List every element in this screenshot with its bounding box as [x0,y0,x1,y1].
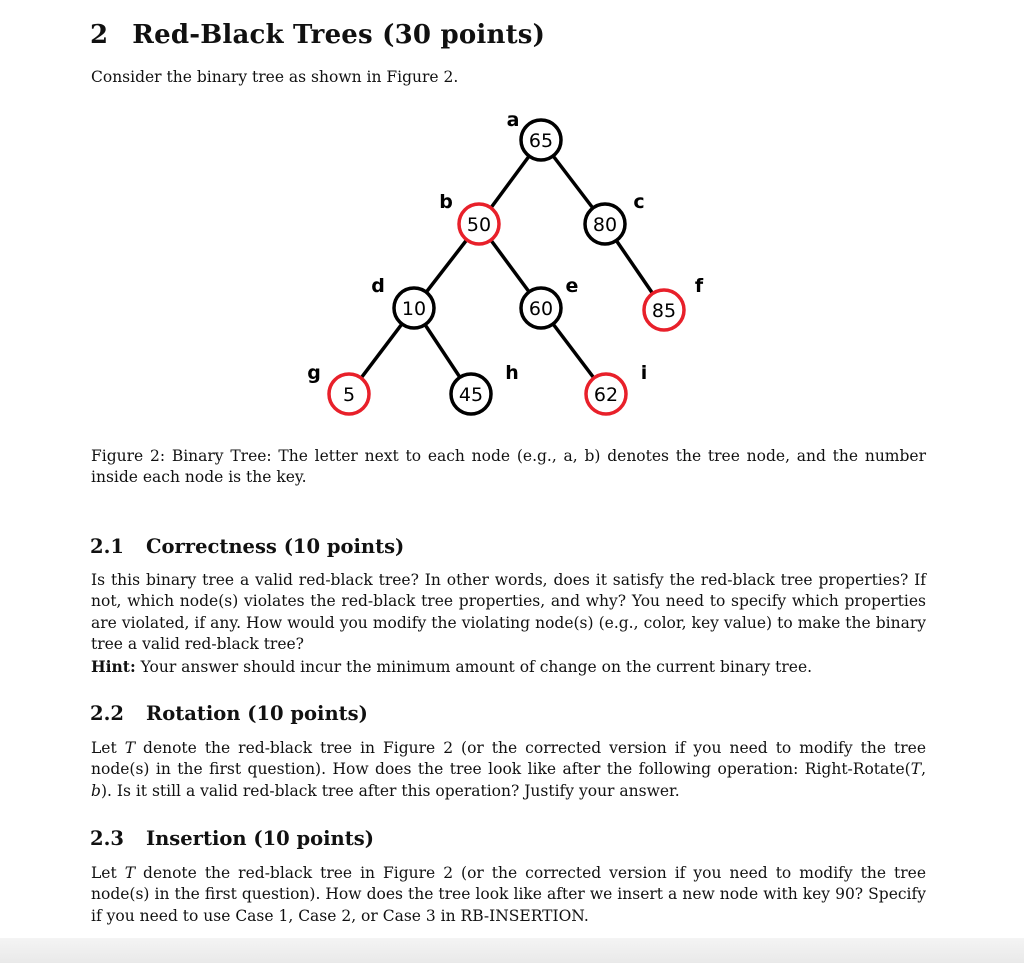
section-heading [90,20,545,50]
node-letter-label: f [694,275,704,297]
subsection-title: Correctness (10 points) [146,535,405,558]
subsection-heading-2-1 [90,535,404,558]
section-title: Red-Black Trees (30 points) [132,20,546,50]
page-bottom-shadow [0,938,1024,963]
node-key-label: 65 [528,130,554,152]
variable-b: b [91,781,101,800]
hint-text: Your answer should incur the minimum amount of change on the current binary tree. [140,658,813,676]
subsection-body-2-3 [91,863,926,927]
tree-node-g [307,362,369,414]
body-text: denote the red-black tree in Figure 2 (or the corrected version if you need to modify the tree node(s) in the first question). How does the tree look like after the following operation: Right-Rotate( [91,739,926,779]
figure-caption: Figure 2: Binary Tree: The letter next to each node (e.g., a, b) denotes the tree node, and the number inside each node is the key. [91,447,926,487]
subsection-heading-2-2 [90,702,368,725]
variable-t: T [124,864,136,882]
node-letter-label: i [640,362,648,384]
node-key-label: 10 [401,298,427,320]
subsection-body-2-2: Let T denote the red-black tree in Figure 2 (or the corrected version if you need to modify the tree node(s) in the first question). How does the tree look like after the following operation: Right-Rotate(T, b). Is it still a valid red-black tree after this operation? Justify your answer. [91,739,926,800]
variable-t: T [910,760,922,779]
subsection-number: 2.1 [90,535,124,558]
body-text: Let [91,864,125,882]
node-key-label: 85 [651,300,677,322]
tree-node-c [585,191,645,244]
node-letter-label: c [633,191,645,213]
subsection-number: 2.3 [90,827,124,850]
body-text: Let [91,739,125,757]
intro-text: Consider the binary tree as shown in Figure 2. [91,68,459,86]
node-key-label: 50 [466,214,492,236]
subsection-number: 2.2 [90,702,124,725]
binary-tree-figure [300,105,704,425]
tree-node-d [371,275,434,328]
node-key-label: 45 [458,384,484,406]
node-letter-label: h [505,362,519,384]
hint-label: Hint: [91,657,136,676]
node-key-label: 62 [593,384,619,406]
node-key-label: 80 [592,214,618,236]
tree-node-a [507,109,561,160]
body-text: denote the red-black tree in Figure 2 (or the corrected version if you need to modify the tree node(s) in the first question). How does the tree look like after we insert a new node with key 90? Specify if you need to use Case 1, Case 2, or Case 3 in RB-INSERTION. [91,864,926,925]
tree-node-e [521,275,578,328]
section-number: 2 [90,20,109,50]
node-letter-label: a [506,109,520,131]
subsection-heading-2-3 [90,827,374,850]
tree-node-h [451,362,519,414]
node-key-label: 5 [342,384,356,406]
subsection-title: Insertion (10 points) [146,827,374,850]
body-text: ). Is it still a valid red-black tree after this operation? Justify your answer. [100,781,680,800]
node-letter-label: d [371,275,385,297]
tree-node-b [439,191,499,244]
subsection-body-2-1: Is this binary tree a valid red-black tree? In other words, does it satisfy the red-black tree properties? If not, which node(s) violates the red-black tree properties, and why? You need to specify which properties are violated, if any. How would you modify the violating node(s) (e.g., color, key value) to make the binary tree a valid red-black tree? [91,571,926,653]
subsection-title: Rotation (10 points) [146,702,368,725]
hint-paragraph [91,656,926,678]
node-letter-label: g [307,362,321,384]
tree-edges [349,140,664,394]
node-key-label: 60 [528,298,554,320]
node-letter-label: e [565,275,579,297]
variable-t: T [124,739,136,757]
node-letter-label: b [439,191,453,213]
tree-node-i [586,362,647,414]
tree-node-f [644,275,704,330]
